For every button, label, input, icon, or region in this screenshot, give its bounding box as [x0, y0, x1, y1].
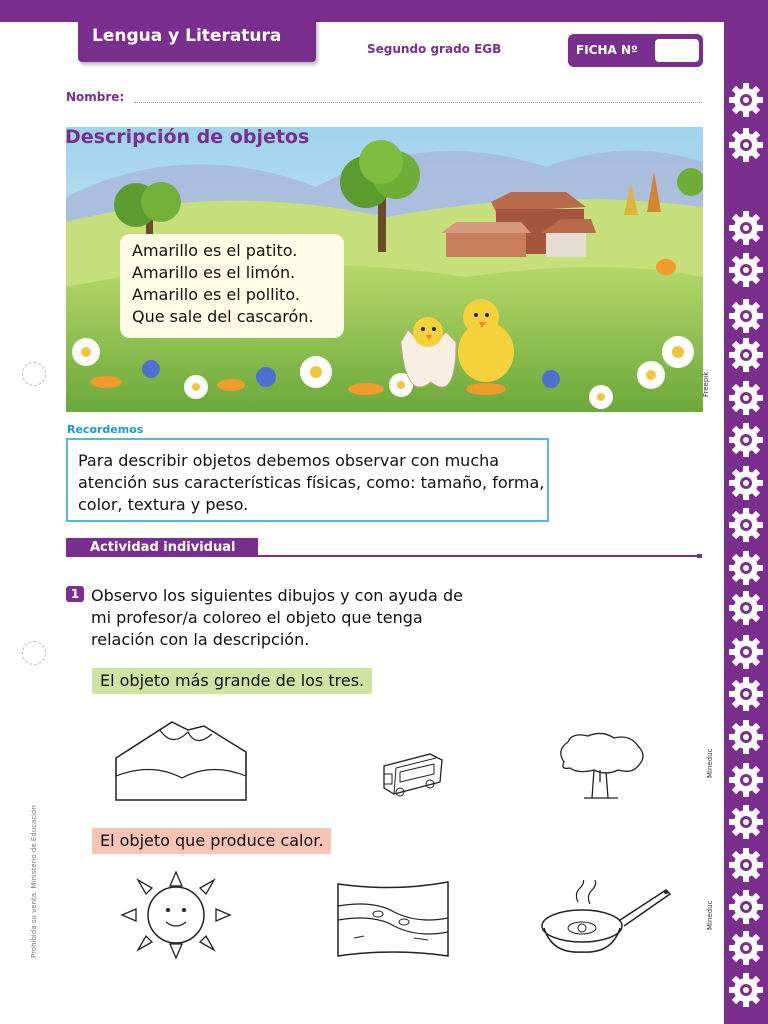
binder-hole — [22, 362, 46, 386]
frying-pan-drawing[interactable] — [538, 880, 672, 956]
subject-tab: Lengua y Literatura — [78, 14, 316, 62]
gear-icon — [729, 423, 763, 457]
gear-icon — [729, 551, 763, 585]
nombre-field[interactable] — [134, 102, 702, 103]
recordemos-label: Recordemos — [67, 423, 144, 436]
gear-icon — [729, 848, 763, 882]
poem-line: Amarillo es el limón. — [132, 263, 296, 282]
prompt-heat-object: El objeto que produce calor. — [92, 828, 331, 854]
ficha-number-field[interactable] — [655, 39, 699, 62]
gear-strip-icons — [724, 0, 768, 1024]
activity-divider-end — [697, 554, 702, 558]
drawing-credit: Mineduc — [706, 748, 714, 778]
binder-hole — [22, 641, 46, 665]
grade-label: Segundo grado EGB — [367, 42, 502, 56]
nombre-label: Nombre: — [66, 90, 125, 104]
gear-icon — [729, 83, 763, 117]
gear-icon — [729, 890, 763, 924]
river-drawing[interactable] — [334, 878, 454, 960]
gear-icon — [729, 508, 763, 542]
sun-drawing[interactable] — [118, 870, 234, 960]
gear-icon — [729, 338, 763, 372]
exercise-number: 1 — [66, 586, 84, 602]
page-title: Descripción de objetos — [65, 126, 310, 148]
gear-icon — [729, 931, 763, 965]
ficha-label: FICHA Nº — [576, 43, 638, 57]
poem-line: Amarillo es el pollito. — [132, 285, 300, 304]
gear-icon — [729, 720, 763, 754]
gear-icon — [729, 635, 763, 669]
gear-icon — [729, 466, 763, 500]
exercise-instruction: Observo los siguientes dibujos y con ayuda de mi profesor/a coloreo el objeto que tenga relación con la descripción. — [91, 586, 463, 649]
gear-icon — [729, 763, 763, 797]
drawing-credit: Mineduc — [706, 900, 714, 930]
gear-icon — [729, 973, 763, 1007]
mountain-drawing[interactable] — [112, 718, 250, 804]
gear-icon — [729, 253, 763, 287]
ficha-badge — [568, 34, 703, 67]
gear-icon — [729, 299, 763, 333]
tree-drawing[interactable] — [554, 732, 648, 802]
poem-line: Que sale del cascarón. — [132, 307, 314, 326]
activity-divider — [258, 555, 702, 557]
poem-box — [120, 234, 344, 338]
prompt-largest-object: El objeto más grande de los tres. — [92, 668, 372, 694]
bus-drawing[interactable] — [378, 748, 446, 798]
gear-icon — [729, 128, 763, 162]
footer-legal: Prohibida su venta. Ministerio de Educación — [30, 805, 38, 958]
image-credit: Freepik — [702, 371, 710, 397]
poem-line: Amarillo es el patito. — [132, 241, 298, 260]
activity-label: Actividad individual — [90, 540, 236, 555]
gear-icon — [729, 591, 763, 625]
gear-icon — [729, 211, 763, 245]
gear-icon — [729, 677, 763, 711]
gear-icon — [729, 381, 763, 415]
gear-icon — [729, 805, 763, 839]
recordemos-box: Para describir objetos debemos observar con mucha atención sus características físicas, como: tamaño, forma, color, textura y peso. — [66, 438, 549, 522]
